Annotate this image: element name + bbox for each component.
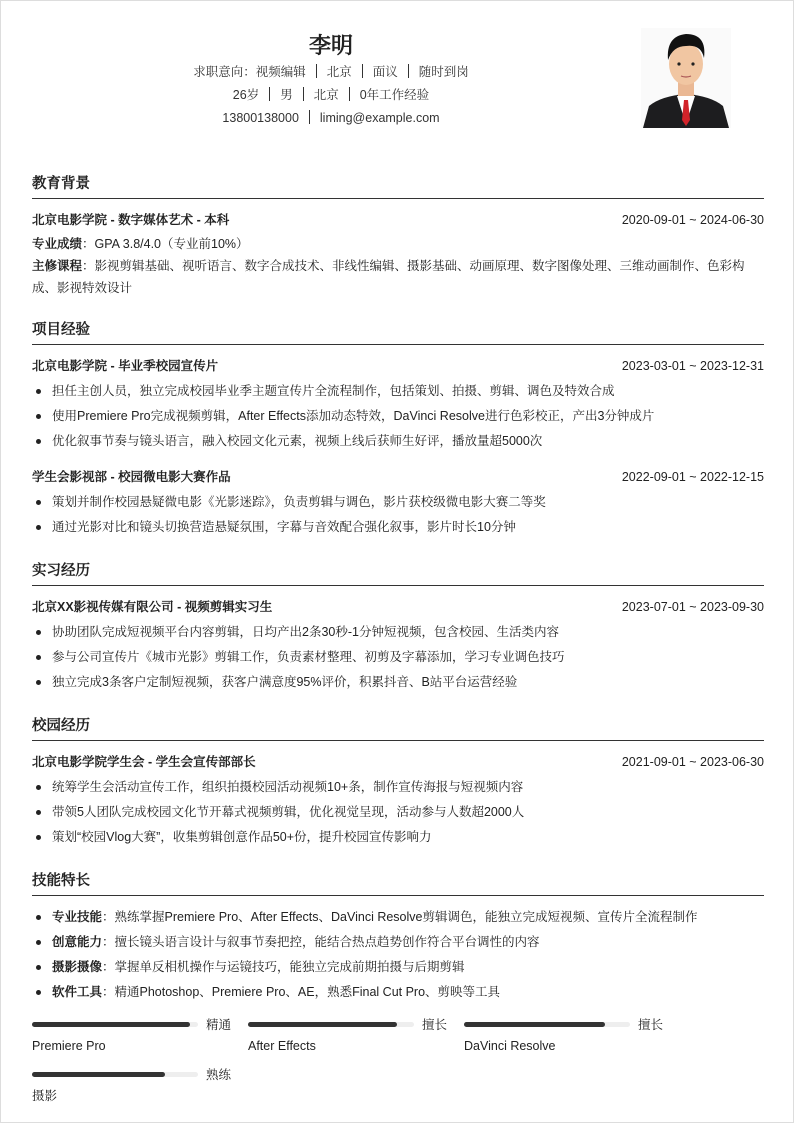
skill-bar [32,1063,248,1107]
skill-bar [248,1013,464,1057]
intent-item: 随时到岗 [418,65,469,79]
skill-item [32,955,764,980]
skill-bar-fill [32,1072,165,1077]
skill-bar-fill [32,1022,190,1027]
skill-text: ：精通Photoshop、Premiere Pro、AE，熟悉Final Cut Pro、剪映等工具 [102,985,501,999]
date-range: 2023-03-01 ~ 2023-12-31 [621,359,764,373]
skill-label: 摄影摄像 [52,960,103,974]
skill-bar-track [464,1022,630,1027]
bullet: 策划并制作校园悬疑微电影《光影迷踪》，负责剪辑与调色，影片获校级微电影大赛二等奖 [32,490,764,515]
skill-name: Premiere Pro [32,1039,106,1053]
bullet: 优化叙事节奏与镜头语言，融入校园文化元素，视频上线后获师生好评，播放量超5000次 [32,429,764,454]
bullet: 担任主创人员，独立完成校园毕业季主题宣传片全流程制作，包括策划、拍摄、剪辑、调色及特效合成 [32,379,764,404]
section-title: 项目经验 [32,316,764,345]
skill-level: 精通 [206,1018,232,1032]
skill-item [32,980,764,1005]
bullet: 使用Premiere Pro完成视频剪辑，After Effects添加动态特效，DaVinci Resolve进行色彩校正，产出3分钟成片 [32,404,764,429]
info-item: 男 [280,88,293,102]
section-title: 教育背景 [32,170,764,199]
skill-label: 软件工具 [52,985,103,999]
education-entry [32,208,764,233]
courses-line [32,255,764,299]
email: liming@example.com [319,111,440,125]
skill-bar-fill [464,1022,605,1027]
projects-section [32,316,764,540]
skill-item [32,905,764,930]
skill-level: 擅长 [638,1018,664,1032]
skill-level: 熟练 [206,1068,232,1082]
courses-label: 主修课程 [32,259,83,273]
skill-text: ：熟练掌握Premiere Pro、After Effects、DaVinci Resolve剪辑调色，能独立完成短视频、宣传片全流程制作 [102,910,698,924]
bullet: 参与公司宣传片《城市光影》剪辑工作，负责素材整理、初剪及字幕添加，学习专业调色技巧 [32,645,764,670]
section-title: 技能特长 [32,867,764,896]
skill-bars [32,1013,764,1113]
bullet: 策划“校园Vlog大赛”，收集剪辑创意作品50+份，提升校园宣传影响力 [32,825,764,850]
profile-photo [641,28,731,128]
gpa-label: 专业成绩 [32,237,83,251]
skill-text: ：擅长镜头语言设计与叙事节奏把控，能结合热点趋势创作符合平台调性的内容 [102,935,540,949]
info-item: 0年工作经验 [359,88,430,102]
skill-label: 专业技能 [52,910,103,924]
school: 北京电影学院 - 数字媒体艺术 - 本科 [32,213,230,227]
skill-item [32,930,764,955]
candidate-name: 李明 [308,33,353,58]
gpa-value: ：GPA 3.8/4.0（专业前10%） [82,237,249,251]
skill-bar-track [248,1022,414,1027]
internship-section [32,557,764,695]
entry-title: 北京XX影视传媒有限公司 - 视频剪辑实习生 [32,600,273,614]
bullet: 独立完成3条客户定制短视频，获客户满意度95%评价，积累抖音、B站平台运营经验 [32,670,764,695]
bullet: 统筹学生会活动宣传工作，组织拍摄校园活动视频10+条，制作宣传海报与短视频内容 [32,775,764,800]
skill-bar-track [32,1072,198,1077]
date-range: 2020-09-01 ~ 2024-06-30 [621,213,764,227]
intent-item: 面议 [372,65,398,79]
project-entry [32,465,764,540]
bullet: 带领5人团队完成校园文化节开幕式视频剪辑，优化视觉呈现，活动参与人数超2000人 [32,800,764,825]
resume-header [1,31,661,130]
date-range: 2023-07-01 ~ 2023-09-30 [621,600,764,614]
intent-item: 北京 [326,65,352,79]
info-item: 26岁 [232,88,260,102]
skill-name: DaVinci Resolve [464,1039,556,1053]
entry-title: 北京电影学院学生会 - 学生会宣传部部长 [32,755,256,769]
skill-level: 擅长 [422,1018,448,1032]
project-entry [32,354,764,454]
courses-value: ：影视剪辑基础、视听语言、数字合成技术、非线性编辑、摄影基础、动画原理、数字图像处理、三维动画制作、色彩构成、影视特效设计 [32,259,745,295]
skill-name: 摄影 [32,1089,58,1103]
bullet: 协助团队完成短视频平台内容剪辑，日均产出2条30秒-1分钟短视频，包含校园、生活类内容 [32,620,764,645]
skills-section [32,867,764,1113]
job-intent-line [1,61,661,84]
skill-bar-fill [248,1022,397,1027]
skill-bar [464,1013,680,1057]
date-range: 2022-09-01 ~ 2022-12-15 [621,470,764,484]
skill-text: ：掌握单反相机操作与运镜技巧，能独立完成前期拍摄与后期剪辑 [102,960,465,974]
section-title: 实习经历 [32,557,764,586]
contact-line [1,107,661,130]
skill-bar-track [32,1022,198,1027]
section-title: 校园经历 [32,712,764,741]
personal-info-line [1,84,661,107]
intent-item: 求职意向：视频编辑 [193,65,306,79]
education-section [32,170,764,299]
skill-name: After Effects [248,1039,316,1053]
phone: 13800138000 [222,111,299,125]
entry-title: 北京电影学院 - 毕业季校园宣传片 [32,359,219,373]
campus-section [32,712,764,850]
entry-title: 学生会影视部 - 校园微电影大赛作品 [32,470,231,484]
bullet: 通过光影对比和镜头切换营造悬疑氛围，字幕与音效配合强化叙事，影片时长10分钟 [32,515,764,540]
info-item: 北京 [313,88,339,102]
date-range: 2021-09-01 ~ 2023-06-30 [621,755,764,769]
skill-bar [32,1013,248,1057]
skill-label: 创意能力 [52,935,103,949]
gpa-line [32,233,764,255]
